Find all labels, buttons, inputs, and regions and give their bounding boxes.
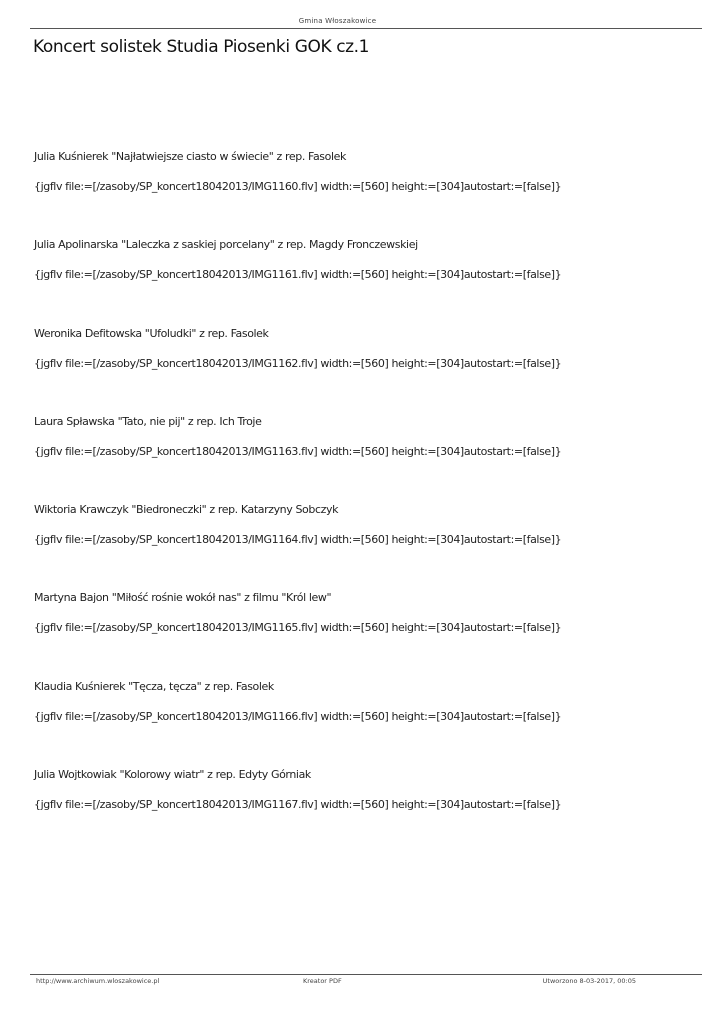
entry-embed-code: {jgflv file:=[/zasoby/SP_koncert18042013/IMG1164.flv] width:=[560] height:=[304]autostart:=[false]}	[34, 533, 562, 547]
footer-divider	[30, 974, 702, 975]
list-item	[34, 767, 694, 855]
entry-embed-code: {jgflv file:=[/zasoby/SP_koncert18042013/IMG1165.flv] width:=[560] height:=[304]autostart:=[false]}	[34, 621, 562, 635]
entry-embed-code: {jgflv file:=[/zasoby/SP_koncert18042013/IMG1162.flv] width:=[560] height:=[304]autostart:=[false]}	[34, 356, 562, 370]
entry-title: Wiktoria Krawczyk "Biedroneczki" z rep. Katarzyny Sobczyk	[34, 503, 339, 517]
list-item	[34, 679, 694, 767]
entry-embed-code: {jgflv file:=[/zasoby/SP_koncert18042013/IMG1161.flv] width:=[560] height:=[304]autostart:=[false]}	[34, 268, 562, 282]
footer-url: http://www.archiwum.wloszakowice.pl	[36, 977, 160, 985]
list-item	[34, 326, 694, 414]
list-item	[34, 502, 694, 590]
footer-created-date: Utworzono 8-03-2017, 00:05	[542, 977, 636, 985]
entry-title: Martyna Bajon "Miłość rośnie wokół nas" z filmu "Król lew"	[34, 591, 332, 605]
list-item	[34, 414, 694, 502]
entry-embed-code: {jgflv file:=[/zasoby/SP_koncert18042013/IMG1160.flv] width:=[560] height:=[304]autostart:=[false]}	[34, 180, 562, 193]
list-item	[34, 590, 694, 678]
entry-list	[34, 149, 694, 855]
entry-title: Julia Kuśnierek "Najłatwiejsze ciasto w świecie" z rep. Fasolek	[34, 150, 346, 163]
page-title: Koncert solistek Studia Piosenki GOK cz.1	[33, 37, 370, 57]
header-divider	[30, 28, 702, 29]
entry-title: Weronika Defitowska "Ufoludki" z rep. Fasolek	[34, 326, 269, 340]
list-item	[34, 149, 694, 237]
footer-generator: Kreator PDF	[303, 977, 342, 985]
entry-title: Julia Wojtkowiak "Kolorowy wiatr" z rep. Edyty Górniak	[34, 768, 311, 782]
page-footer	[36, 977, 636, 987]
entry-embed-code: {jgflv file:=[/zasoby/SP_koncert18042013/IMG1163.flv] width:=[560] height:=[304]autostart:=[false]}	[34, 444, 562, 458]
list-item	[34, 237, 694, 325]
header-site-name: Gmina Włoszakowice	[298, 17, 377, 25]
entry-title: Klaudia Kuśnierek "Tęcza, tęcza" z rep. Fasolek	[34, 679, 274, 693]
entry-embed-code: {jgflv file:=[/zasoby/SP_koncert18042013/IMG1166.flv] width:=[560] height:=[304]autostart:=[false]}	[34, 709, 562, 723]
entry-embed-code: {jgflv file:=[/zasoby/SP_koncert18042013/IMG1167.flv] width:=[560] height:=[304]autostart:=[false]}	[34, 798, 562, 812]
entry-title: Julia Apolinarska "Laleczka z saskiej porcelany" z rep. Magdy Fronczewskiej	[34, 238, 418, 252]
entry-title: Laura Spławska "Tato, nie pij" z rep. Ich Troje	[34, 414, 262, 428]
